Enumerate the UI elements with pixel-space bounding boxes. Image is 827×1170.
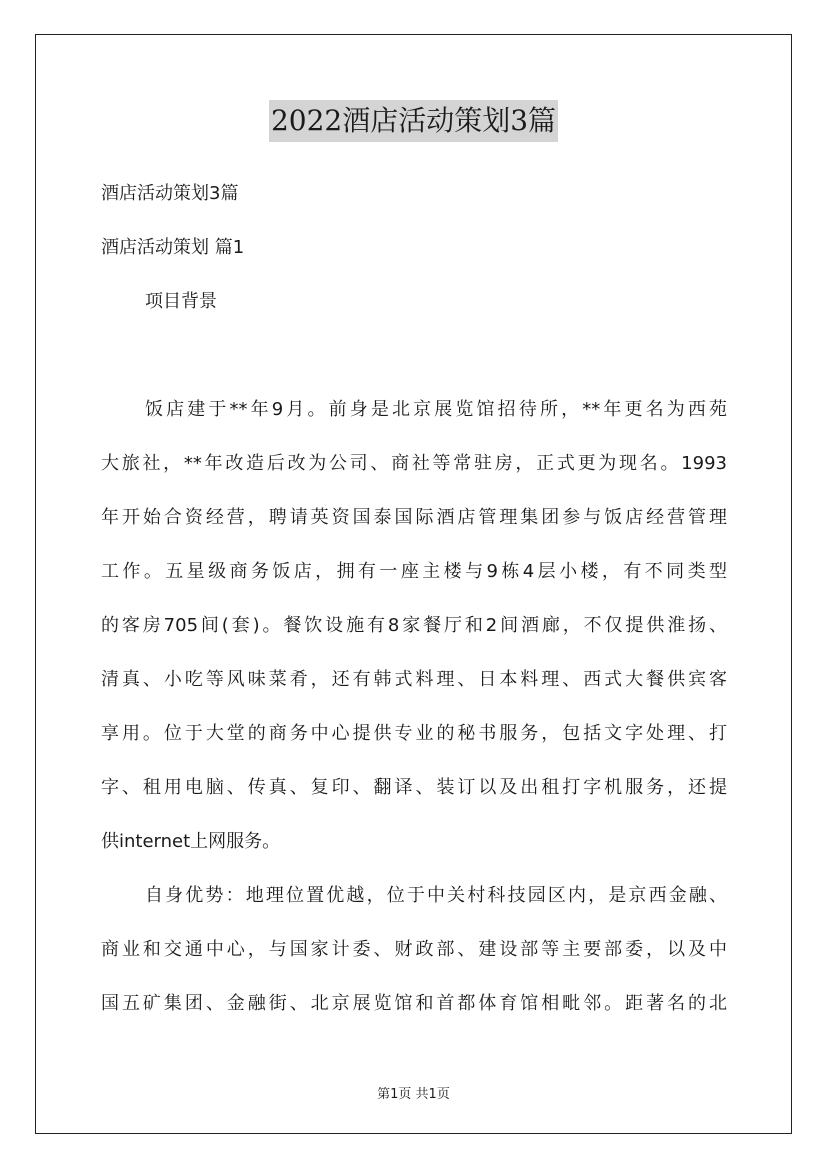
paragraph2-line: 商业和交通中心，与国家计委、财政部、建设部等主要部委，以及中 [101, 939, 727, 960]
paragraph1-line: 大旅社，**年改造后改为公司、商社等常驻房，正式更为现名。1993 [101, 453, 727, 474]
paragraph1-line: 享用。位于大堂的商务中心提供专业的秘书服务，包括文字处理、打 [101, 723, 727, 744]
paragraph1-line: 饭店建于**年9月。前身是北京展览馆招待所，**年更名为西苑 [145, 399, 727, 420]
paragraph1-line: 供internet上网服务。 [101, 831, 281, 852]
paragraph1-line: 的客房705间(套)。餐饮设施有8家餐厅和2间酒廊，不仅提供淮扬、 [101, 615, 727, 636]
paragraph2-line: 自身优势：地理位置优越，位于中关村科技园区内，是京西金融、 [145, 885, 727, 906]
document-title: 2022酒店活动策划3篇 [269, 100, 558, 142]
title-container [0, 100, 827, 142]
paragraph1-line: 年开始合资经营，聘请英资国泰国际酒店管理集团参与饭店经营管理 [101, 507, 727, 528]
paragraph1-line: 字、租用电脑、传真、复印、翻译、装订以及出租打字机服务，还提 [101, 777, 727, 798]
subheading-project-background: 项目背景 [145, 291, 217, 312]
document-subtitle: 酒店活动策划3篇 [101, 183, 239, 204]
paragraph1-line: 工作。五星级商务饭店，拥有一座主楼与9栋4层小楼，有不同类型 [101, 561, 727, 582]
page-footer: 第1页 共1页 [377, 1087, 450, 1102]
paragraph2-line: 国五矿集团、金融街、北京展览馆和首都体育馆相毗邻。距著名的北 [101, 993, 727, 1014]
section-heading: 酒店活动策划 篇1 [101, 237, 245, 258]
paragraph1-line: 清真、小吃等风味菜肴，还有韩式料理、日本料理、西式大餐供宾客 [101, 669, 727, 690]
